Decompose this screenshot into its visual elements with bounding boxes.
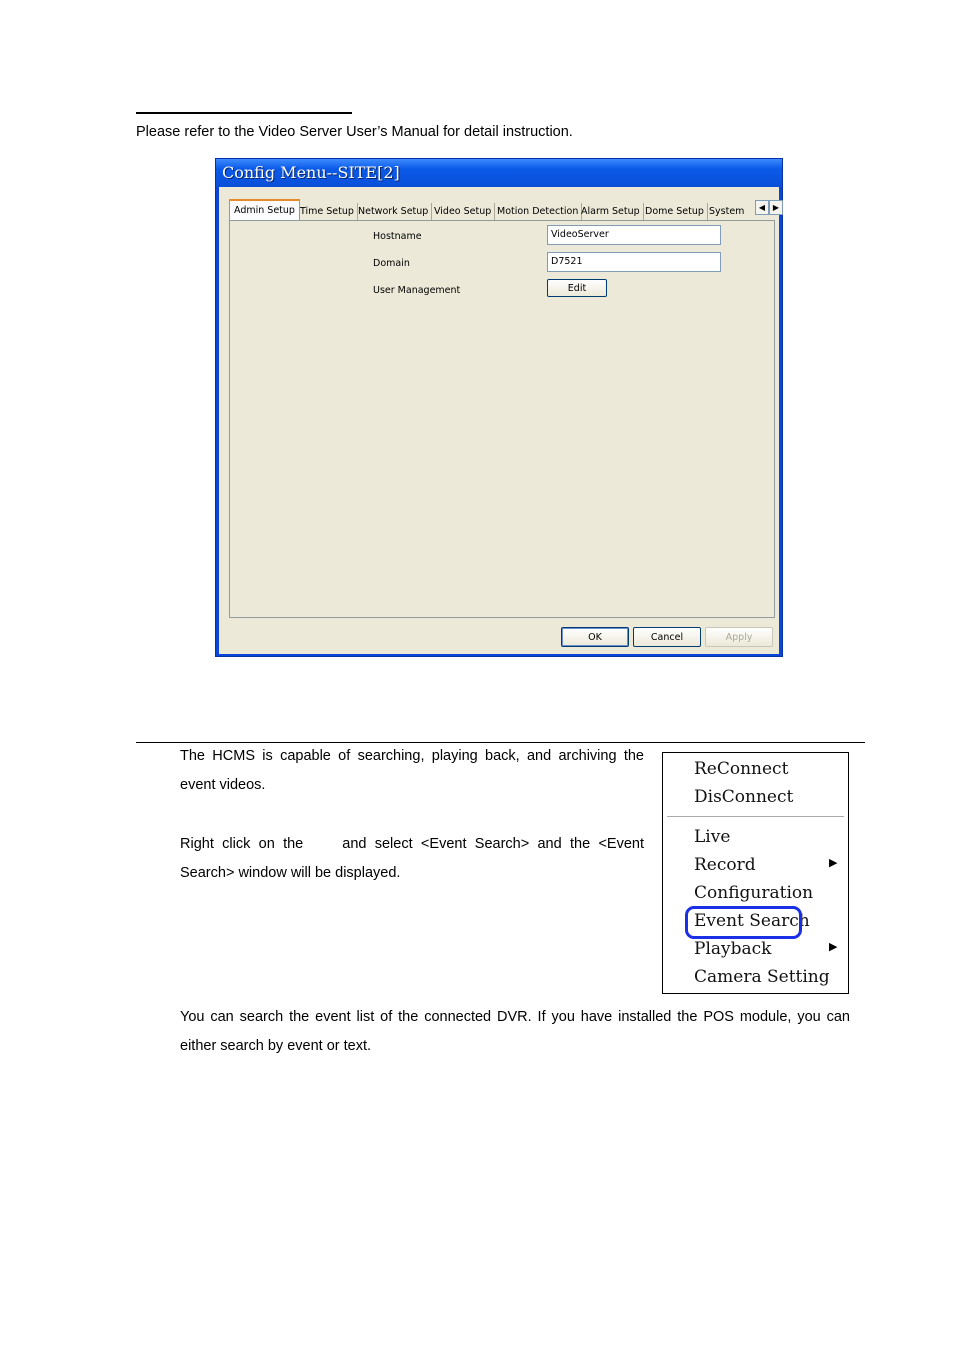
record-submenu-arrow-icon: ▶	[829, 857, 838, 869]
dialog-titlebar[interactable]	[216, 159, 782, 187]
user-management-label: User Management	[373, 285, 461, 296]
ok-button[interactable]: OK	[561, 627, 629, 647]
tab-motion-detection[interactable]: Motion Detection	[494, 203, 582, 220]
tab-admin-setup[interactable]: Admin Setup	[229, 199, 300, 220]
top-rule	[136, 112, 352, 114]
paragraph-hcms-intro: The HCMS is capable of searching, playing back, and archiving the event videos.	[180, 748, 644, 793]
tab-alarm-setup[interactable]: Alarm Setup	[578, 203, 644, 220]
menu-item-record[interactable]: Record	[694, 855, 756, 875]
tab-scroll-right-icon[interactable]: ▶	[769, 200, 783, 215]
menu-item-event-search[interactable]: Event Search	[694, 911, 810, 931]
domain-input[interactable]: D7521	[547, 252, 721, 272]
intro-text: Please refer to the Video Server User’s Manual for detail instruction.	[136, 124, 573, 140]
domain-label: Domain	[373, 258, 410, 269]
paragraph-right-click-part1: Right click on the	[180, 836, 304, 852]
tab-network-setup[interactable]: Network Setup	[355, 203, 432, 220]
admin-setup-panel	[229, 220, 775, 618]
menu-item-reconnect[interactable]: ReConnect	[694, 759, 789, 779]
paragraph-event-list: You can search the event list of the connected DVR. If you have installed the POS module, you can either search by event or text.	[180, 1009, 850, 1054]
menu-item-camera-setting[interactable]: Camera Setting	[694, 967, 830, 987]
menu-item-live[interactable]: Live	[694, 827, 731, 847]
tab-time-setup[interactable]: Time Setup	[297, 203, 358, 220]
context-menu	[662, 752, 849, 994]
hostname-label: Hostname	[373, 231, 422, 242]
cancel-button[interactable]: Cancel	[633, 627, 701, 647]
menu-item-configuration[interactable]: Configuration	[694, 883, 814, 903]
apply-button[interactable]: Apply	[705, 627, 773, 647]
menu-item-disconnect[interactable]: DisConnect	[694, 787, 794, 807]
paragraph-right-click	[180, 830, 644, 888]
menu-item-playback[interactable]: Playback	[694, 939, 772, 959]
tab-dome-setup[interactable]: Dome Setup	[642, 203, 708, 220]
event-search-highlight-ring	[685, 906, 802, 939]
tab-scroll-left-icon[interactable]: ◀	[755, 200, 769, 215]
tab-scroll-arrows	[755, 200, 783, 215]
paragraph-right-click-part2: and select <Event Search> and the <Event Search> window will be displayed.	[180, 836, 644, 881]
tab-video-setup[interactable]: Video Setup	[431, 203, 495, 220]
playback-submenu-arrow-icon: ▶	[829, 941, 838, 953]
dialog-client	[219, 187, 779, 654]
tab-strip	[229, 199, 780, 221]
menu-separator	[667, 816, 844, 817]
tab-system[interactable]: System	[709, 206, 745, 217]
dialog-title: Config Menu--SITE[2]	[222, 163, 400, 182]
hostname-input[interactable]: VideoServer	[547, 225, 721, 245]
config-dialog	[215, 158, 783, 657]
edit-button[interactable]: Edit	[547, 279, 607, 297]
